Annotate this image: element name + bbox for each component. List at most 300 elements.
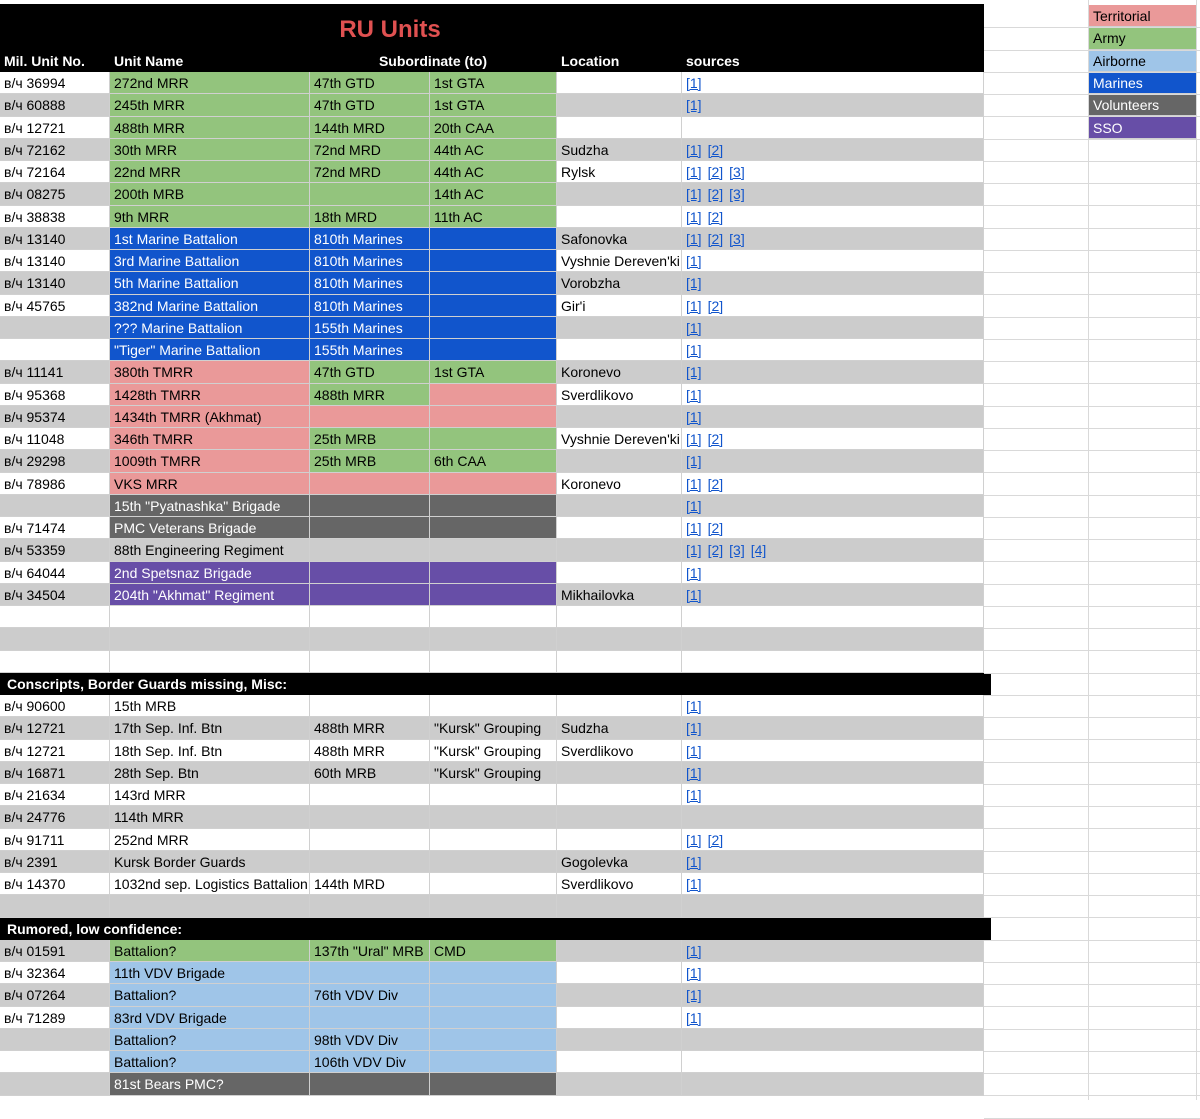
subordinate-cell[interactable] — [310, 784, 430, 806]
grid-line — [984, 1006, 1200, 1007]
unit-name-cell[interactable]: 272nd MRR — [110, 72, 310, 94]
subordinate-cell[interactable]: 47th GTD — [310, 72, 430, 94]
source-link[interactable]: [1] — [686, 1009, 702, 1026]
header-location: Location — [557, 50, 682, 72]
subordinate-parent-cell[interactable] — [430, 584, 557, 606]
unit-name-cell[interactable]: 382nd Marine Battalion — [110, 295, 310, 317]
legend-item-airborne: Airborne — [1089, 50, 1196, 72]
unit-number-cell[interactable]: в/ч 08275 — [0, 183, 110, 205]
unit-name-cell[interactable]: 28th Sep. Btn — [110, 762, 310, 784]
subordinate-cell[interactable]: 47th GTD — [310, 361, 430, 383]
unit-number-cell[interactable]: в/ч 01591 — [0, 940, 110, 962]
location-cell[interactable] — [557, 517, 682, 539]
source-link[interactable]: [1] — [686, 965, 702, 981]
location-cell[interactable] — [557, 806, 682, 828]
source-link[interactable]: [3] — [729, 164, 745, 180]
unit-name-cell[interactable]: 22nd MRR — [110, 161, 310, 183]
unit-number-cell[interactable]: в/ч 91711 — [0, 829, 110, 851]
unit-name-cell[interactable]: 15th MRB — [110, 695, 310, 717]
location-cell[interactable] — [557, 1051, 682, 1073]
subordinate-cell[interactable] — [310, 584, 430, 606]
grid-line — [984, 272, 1200, 273]
location-cell[interactable]: Sverdlikovo — [557, 384, 682, 406]
location-cell[interactable] — [557, 895, 682, 917]
unit-number-cell[interactable]: в/ч 11048 — [0, 428, 110, 450]
subordinate-parent-cell[interactable]: 11th AC — [430, 206, 557, 228]
subordinate-cell[interactable]: 488th MRR — [310, 740, 430, 762]
location-cell[interactable] — [557, 1007, 682, 1029]
location-cell[interactable] — [557, 628, 682, 650]
source-link[interactable]: [3] — [729, 230, 745, 247]
location-cell[interactable]: Sudzha — [557, 139, 682, 161]
subordinate-parent-cell[interactable]: 1st GTA — [430, 361, 557, 383]
subordinate-parent-cell[interactable]: 44th AC — [430, 161, 557, 183]
source-link[interactable]: [1] — [686, 186, 702, 203]
sources-cell — [682, 1007, 984, 1029]
subordinate-parent-cell[interactable]: 6th CAA — [430, 450, 557, 472]
source-link[interactable]: [2] — [707, 542, 724, 559]
source-link[interactable]: [1] — [686, 742, 702, 759]
sources-cell — [682, 339, 984, 361]
unit-number-cell[interactable]: в/ч 07264 — [0, 984, 110, 1006]
subordinate-cell[interactable]: 76th VDV Div — [310, 984, 430, 1006]
header-subordinate: Subordinate (to) — [310, 50, 557, 72]
grid-line — [984, 673, 1200, 674]
subordinate-cell[interactable]: 488th MRR — [310, 384, 430, 406]
subordinate-parent-cell[interactable] — [430, 784, 557, 806]
grid-line — [984, 717, 1200, 718]
unit-number-cell[interactable] — [0, 1073, 110, 1095]
location-cell[interactable]: Sverdlikovo — [557, 873, 682, 895]
grid-column-line — [1196, 0, 1197, 1100]
subordinate-cell[interactable] — [310, 606, 430, 628]
unit-number-cell[interactable]: в/ч 90600 — [0, 695, 110, 717]
source-link[interactable]: [1] — [686, 475, 702, 492]
unit-number-cell[interactable]: в/ч 60888 — [0, 94, 110, 116]
unit-name-cell[interactable]: 245th MRR — [110, 94, 310, 116]
unit-number-cell[interactable]: в/ч 78986 — [0, 473, 110, 495]
source-link[interactable]: [2] — [707, 141, 724, 158]
unit-name-cell[interactable]: 88th Engineering Regiment — [110, 539, 310, 561]
unit-name-cell[interactable]: 488th MRR — [110, 117, 310, 139]
sheet-title: RU Units — [339, 16, 441, 43]
unit-number-cell[interactable]: в/ч 14370 — [0, 873, 110, 895]
grid-line — [984, 739, 1200, 740]
subordinate-cell[interactable] — [310, 562, 430, 584]
unit-name-cell[interactable]: 1434th TMRR (Akhmat) — [110, 406, 310, 428]
subordinate-cell[interactable]: 47th GTD — [310, 94, 430, 116]
grid-line — [984, 294, 1200, 295]
subordinate-cell[interactable] — [310, 962, 430, 984]
unit-name-cell[interactable]: 9th MRR — [110, 206, 310, 228]
unit-name-cell[interactable]: 1st Marine Battalion — [110, 228, 310, 250]
location-cell[interactable]: Koronevo — [557, 473, 682, 495]
subordinate-parent-cell[interactable] — [430, 473, 557, 495]
subordinate-parent-cell[interactable] — [430, 272, 557, 294]
unit-number-cell[interactable] — [0, 651, 110, 673]
subordinate-parent-cell[interactable]: CMD — [430, 940, 557, 962]
subordinate-cell[interactable]: 488th MRR — [310, 717, 430, 739]
grid-line — [984, 383, 1200, 384]
subordinate-parent-cell[interactable]: "Kursk" Grouping — [430, 740, 557, 762]
source-link[interactable]: [1] — [686, 497, 702, 514]
source-link[interactable]: [2] — [707, 208, 724, 225]
unit-name-cell[interactable]: "Tiger" Marine Battalion — [110, 339, 310, 361]
unit-number-cell[interactable] — [0, 895, 110, 917]
location-cell[interactable] — [557, 762, 682, 784]
subordinate-parent-cell[interactable] — [430, 628, 557, 650]
source-link[interactable]: [1] — [686, 787, 702, 803]
location-cell[interactable] — [557, 984, 682, 1006]
source-link[interactable]: [1] — [686, 942, 702, 959]
subordinate-cell[interactable]: 155th Marines — [310, 317, 430, 339]
unit-number-cell[interactable]: в/ч 12721 — [0, 717, 110, 739]
unit-number-cell[interactable] — [0, 628, 110, 650]
location-cell[interactable]: Gogolevka — [557, 851, 682, 873]
unit-name-cell[interactable] — [110, 628, 310, 650]
unit-number-cell[interactable]: в/ч 71289 — [0, 1007, 110, 1029]
source-link[interactable]: [1] — [686, 319, 702, 336]
grid-line — [984, 851, 1200, 852]
location-cell[interactable] — [557, 183, 682, 205]
source-link[interactable]: [1] — [686, 230, 702, 247]
source-link[interactable]: [2] — [707, 431, 724, 447]
location-cell[interactable] — [557, 784, 682, 806]
unit-number-cell[interactable]: в/ч 13140 — [0, 272, 110, 294]
location-cell[interactable] — [557, 72, 682, 94]
grid-line — [984, 450, 1200, 451]
unit-number-cell[interactable]: в/ч 24776 — [0, 806, 110, 828]
unit-name-cell[interactable]: Kursk Border Guards — [110, 851, 310, 873]
unit-name-cell[interactable]: 83rd VDV Brigade — [110, 1007, 310, 1029]
location-cell[interactable] — [557, 1073, 682, 1095]
location-cell[interactable] — [557, 495, 682, 517]
subordinate-parent-cell[interactable]: 14th AC — [430, 183, 557, 205]
unit-number-cell[interactable] — [0, 1029, 110, 1051]
source-link[interactable]: [1] — [686, 141, 702, 158]
unit-name-cell[interactable]: Battalion? — [110, 984, 310, 1006]
section-header-rumored: Rumored, low confidence: — [0, 918, 991, 940]
subordinate-cell[interactable]: 137th "Ural" MRB — [310, 940, 430, 962]
subordinate-parent-cell[interactable] — [430, 606, 557, 628]
location-cell[interactable]: Vorobzha — [557, 272, 682, 294]
subordinate-parent-cell[interactable]: 1st GTA — [430, 94, 557, 116]
unit-name-cell[interactable]: 2nd Spetsnaz Brigade — [110, 562, 310, 584]
location-cell[interactable] — [557, 651, 682, 673]
unit-number-cell[interactable]: в/ч 12721 — [0, 117, 110, 139]
source-link[interactable]: [1] — [686, 542, 702, 559]
subordinate-parent-cell[interactable] — [430, 495, 557, 517]
subordinate-cell[interactable] — [310, 495, 430, 517]
subordinate-cell[interactable]: 810th Marines — [310, 272, 430, 294]
subordinate-parent-cell[interactable] — [430, 517, 557, 539]
subordinate-cell[interactable]: 810th Marines — [310, 250, 430, 272]
source-link[interactable]: [3] — [729, 186, 745, 203]
unit-name-cell[interactable]: 1428th TMRR — [110, 384, 310, 406]
unit-number-cell[interactable]: в/ч 38838 — [0, 206, 110, 228]
subordinate-cell[interactable]: 144th MRD — [310, 117, 430, 139]
unit-name-cell[interactable]: 346th TMRR — [110, 428, 310, 450]
unit-name-cell[interactable]: 5th Marine Battalion — [110, 272, 310, 294]
unit-name-cell[interactable] — [110, 895, 310, 917]
subordinate-cell[interactable] — [310, 829, 430, 851]
subordinate-cell[interactable] — [310, 473, 430, 495]
subordinate-cell[interactable] — [310, 1007, 430, 1029]
source-link[interactable]: [1] — [686, 876, 702, 892]
location-cell[interactable] — [557, 539, 682, 561]
unit-number-cell[interactable]: в/ч 12721 — [0, 740, 110, 762]
unit-number-cell[interactable]: в/ч 36994 — [0, 72, 110, 94]
unit-number-cell[interactable] — [0, 1051, 110, 1073]
source-link[interactable]: [1] — [686, 564, 702, 581]
subordinate-cell[interactable]: 810th Marines — [310, 295, 430, 317]
unit-number-cell[interactable]: в/ч 13140 — [0, 228, 110, 250]
unit-name-cell[interactable]: 81st Bears PMC? — [110, 1073, 310, 1095]
legend-item-volunteers: Volunteers — [1089, 94, 1196, 116]
source-link[interactable]: [2] — [707, 164, 724, 180]
unit-number-cell[interactable]: в/ч 72164 — [0, 161, 110, 183]
subordinate-parent-cell[interactable] — [430, 539, 557, 561]
subordinate-parent-cell[interactable] — [430, 1051, 557, 1073]
subordinate-parent-cell[interactable] — [430, 806, 557, 828]
source-link[interactable]: [1] — [686, 720, 702, 737]
unit-number-cell[interactable]: в/ч 64044 — [0, 562, 110, 584]
subordinate-parent-cell[interactable] — [430, 250, 557, 272]
unit-name-cell[interactable] — [110, 606, 310, 628]
unit-number-cell[interactable]: в/ч 71474 — [0, 517, 110, 539]
source-link[interactable]: [2] — [707, 297, 724, 314]
location-cell[interactable] — [557, 940, 682, 962]
legend-item-sso: SSO — [1089, 117, 1196, 139]
source-link[interactable]: [1] — [686, 164, 702, 180]
subordinate-parent-cell[interactable] — [430, 695, 557, 717]
subordinate-parent-cell[interactable] — [430, 339, 557, 361]
unit-number-cell[interactable]: в/ч 11141 — [0, 361, 110, 383]
sources-cell — [682, 272, 984, 294]
unit-name-cell[interactable]: 11th VDV Brigade — [110, 962, 310, 984]
source-link[interactable]: [1] — [686, 297, 702, 314]
unit-name-cell[interactable]: 204th "Akhmat" Regiment — [110, 584, 310, 606]
location-cell[interactable] — [557, 695, 682, 717]
unit-number-cell[interactable] — [0, 606, 110, 628]
sources-cell — [682, 1029, 984, 1051]
subordinate-parent-cell[interactable] — [430, 651, 557, 673]
unit-name-cell[interactable]: Battalion? — [110, 1051, 310, 1073]
source-link[interactable]: [1] — [686, 586, 702, 603]
subordinate-parent-cell[interactable] — [430, 562, 557, 584]
sources-cell — [682, 450, 984, 472]
source-link[interactable]: [3] — [729, 542, 745, 559]
source-link[interactable]: [1] — [686, 342, 702, 358]
subordinate-cell[interactable] — [310, 806, 430, 828]
source-link[interactable]: [1] — [686, 275, 702, 292]
subordinate-cell[interactable] — [310, 651, 430, 673]
unit-number-cell[interactable]: в/ч 16871 — [0, 762, 110, 784]
unit-number-cell[interactable]: в/ч 21634 — [0, 784, 110, 806]
subordinate-cell[interactable]: 155th Marines — [310, 339, 430, 361]
source-link[interactable]: [2] — [707, 230, 724, 247]
location-cell[interactable] — [557, 317, 682, 339]
subordinate-parent-cell[interactable] — [430, 428, 557, 450]
unit-name-cell[interactable]: 1009th TMRR — [110, 450, 310, 472]
subordinate-cell[interactable] — [310, 406, 430, 428]
subordinate-cell[interactable]: 25th MRB — [310, 450, 430, 472]
source-link[interactable]: [1] — [686, 386, 702, 403]
subordinate-cell[interactable] — [310, 695, 430, 717]
unit-number-cell[interactable]: в/ч 53359 — [0, 539, 110, 561]
subordinate-cell[interactable]: 72nd MRD — [310, 139, 430, 161]
unit-number-cell[interactable]: в/ч 34504 — [0, 584, 110, 606]
source-link[interactable]: [1] — [686, 698, 702, 714]
subordinate-cell[interactable] — [310, 628, 430, 650]
unit-number-cell[interactable]: в/ч 13140 — [0, 250, 110, 272]
subordinate-parent-cell[interactable] — [430, 406, 557, 428]
subordinate-cell[interactable]: 18th MRD — [310, 206, 430, 228]
subordinate-cell[interactable] — [310, 539, 430, 561]
location-cell[interactable] — [557, 206, 682, 228]
subordinate-parent-cell[interactable]: 44th AC — [430, 139, 557, 161]
unit-name-cell[interactable]: 17th Sep. Inf. Btn — [110, 717, 310, 739]
subordinate-parent-cell[interactable] — [430, 873, 557, 895]
subordinate-cell[interactable] — [310, 895, 430, 917]
subordinate-cell[interactable]: 25th MRB — [310, 428, 430, 450]
location-cell[interactable] — [557, 962, 682, 984]
location-cell[interactable]: Rylsk — [557, 161, 682, 183]
subordinate-parent-cell[interactable] — [430, 895, 557, 917]
source-link[interactable]: [1] — [686, 431, 702, 447]
unit-name-cell[interactable]: 200th MRB — [110, 183, 310, 205]
source-link[interactable]: [1] — [686, 453, 702, 470]
subordinate-parent-cell[interactable] — [430, 962, 557, 984]
source-link[interactable]: [1] — [686, 253, 702, 269]
grid-line — [984, 361, 1200, 362]
subordinate-parent-cell[interactable]: 20th CAA — [430, 117, 557, 139]
location-cell[interactable]: Sudzha — [557, 717, 682, 739]
subordinate-parent-cell[interactable]: "Kursk" Grouping — [430, 717, 557, 739]
source-link[interactable]: [1] — [686, 97, 702, 114]
subordinate-cell[interactable]: 72nd MRD — [310, 161, 430, 183]
unit-name-cell[interactable] — [110, 651, 310, 673]
unit-name-cell[interactable]: 143rd MRR — [110, 784, 310, 806]
sources-cell — [682, 651, 984, 673]
unit-number-cell[interactable]: в/ч 95368 — [0, 384, 110, 406]
source-link[interactable]: [1] — [686, 520, 702, 536]
subordinate-parent-cell[interactable] — [430, 851, 557, 873]
unit-number-cell[interactable]: в/ч 32364 — [0, 962, 110, 984]
location-cell[interactable]: Vyshnie Dereven'ki — [557, 250, 682, 272]
location-cell[interactable] — [557, 1029, 682, 1051]
subordinate-parent-cell[interactable]: "Kursk" Grouping — [430, 762, 557, 784]
unit-number-cell[interactable]: в/ч 95374 — [0, 406, 110, 428]
location-cell[interactable]: Vyshnie Dereven'ki — [557, 428, 682, 450]
source-link[interactable]: [2] — [707, 475, 724, 492]
sources-cell — [682, 250, 984, 272]
source-link[interactable]: [2] — [707, 831, 724, 848]
source-link[interactable]: [1] — [686, 831, 702, 848]
location-cell[interactable]: Safonovka — [557, 228, 682, 250]
source-link[interactable]: [4] — [750, 542, 767, 559]
subordinate-cell[interactable] — [310, 183, 430, 205]
unit-name-cell[interactable]: PMC Veterans Brigade — [110, 517, 310, 539]
unit-number-cell[interactable]: в/ч 2391 — [0, 851, 110, 873]
location-cell[interactable] — [557, 829, 682, 851]
subordinate-parent-cell[interactable] — [430, 228, 557, 250]
source-link[interactable]: [1] — [686, 364, 702, 381]
source-link[interactable]: [1] — [686, 208, 702, 225]
grid-line — [984, 139, 1200, 140]
subordinate-cell[interactable]: 60th MRB — [310, 762, 430, 784]
subordinate-cell[interactable]: 106th VDV Div — [310, 1051, 430, 1073]
subordinate-cell[interactable]: 98th VDV Div — [310, 1029, 430, 1051]
source-link[interactable]: [2] — [707, 520, 724, 536]
legend-item-territorial: Territorial — [1089, 5, 1196, 27]
unit-name-cell[interactable]: 18th Sep. Inf. Btn — [110, 740, 310, 762]
location-cell[interactable] — [557, 94, 682, 116]
unit-name-cell[interactable]: 30th MRR — [110, 139, 310, 161]
source-link[interactable]: [2] — [707, 186, 724, 203]
subordinate-parent-cell[interactable] — [430, 984, 557, 1006]
unit-name-cell[interactable]: 1032nd sep. Logistics Battalion — [110, 873, 310, 895]
location-cell[interactable] — [557, 562, 682, 584]
unit-name-cell[interactable]: 114th MRR — [110, 806, 310, 828]
unit-number-cell[interactable]: в/ч 29298 — [0, 450, 110, 472]
unit-name-cell[interactable]: VKS MRR — [110, 473, 310, 495]
source-link[interactable]: [1] — [686, 75, 702, 91]
subordinate-cell[interactable] — [310, 851, 430, 873]
location-cell[interactable] — [557, 406, 682, 428]
subordinate-parent-cell[interactable] — [430, 384, 557, 406]
subordinate-parent-cell[interactable] — [430, 295, 557, 317]
subordinate-cell[interactable] — [310, 1073, 430, 1095]
subordinate-cell[interactable]: 810th Marines — [310, 228, 430, 250]
unit-name-cell[interactable]: 3rd Marine Battalion — [110, 250, 310, 272]
location-cell[interactable] — [557, 339, 682, 361]
location-cell[interactable]: Koronevo — [557, 361, 682, 383]
subordinate-parent-cell[interactable] — [430, 317, 557, 339]
subordinate-cell[interactable]: 144th MRD — [310, 873, 430, 895]
unit-number-cell[interactable]: в/ч 45765 — [0, 295, 110, 317]
subordinate-parent-cell[interactable] — [430, 1073, 557, 1095]
unit-number-cell[interactable] — [0, 317, 110, 339]
source-link[interactable]: [1] — [686, 764, 702, 781]
location-cell[interactable]: Sverdlikovo — [557, 740, 682, 762]
subordinate-parent-cell[interactable] — [430, 1029, 557, 1051]
unit-name-cell[interactable]: 252nd MRR — [110, 829, 310, 851]
subordinate-parent-cell[interactable] — [430, 1007, 557, 1029]
subordinate-parent-cell[interactable]: 1st GTA — [430, 72, 557, 94]
location-cell[interactable]: Mikhailovka — [557, 584, 682, 606]
location-cell[interactable] — [557, 450, 682, 472]
unit-number-cell[interactable]: в/ч 72162 — [0, 139, 110, 161]
subordinate-parent-cell[interactable] — [430, 829, 557, 851]
source-link[interactable]: [1] — [686, 853, 702, 870]
unit-name-cell[interactable]: 15th "Pyatnashka" Brigade — [110, 495, 310, 517]
grid-line — [984, 828, 1200, 829]
sources-cell — [682, 873, 984, 895]
subordinate-cell[interactable] — [310, 517, 430, 539]
source-link[interactable]: [1] — [686, 987, 702, 1004]
source-link[interactable]: [1] — [686, 408, 702, 425]
unit-number-cell[interactable] — [0, 339, 110, 361]
location-cell[interactable]: Gir'i — [557, 295, 682, 317]
location-cell[interactable] — [557, 606, 682, 628]
unit-name-cell[interactable]: ??? Marine Battalion — [110, 317, 310, 339]
unit-name-cell[interactable]: Battalion? — [110, 940, 310, 962]
unit-number-cell[interactable] — [0, 495, 110, 517]
unit-name-cell[interactable]: Battalion? — [110, 1029, 310, 1051]
unit-name-cell[interactable]: 380th TMRR — [110, 361, 310, 383]
location-cell[interactable] — [557, 117, 682, 139]
